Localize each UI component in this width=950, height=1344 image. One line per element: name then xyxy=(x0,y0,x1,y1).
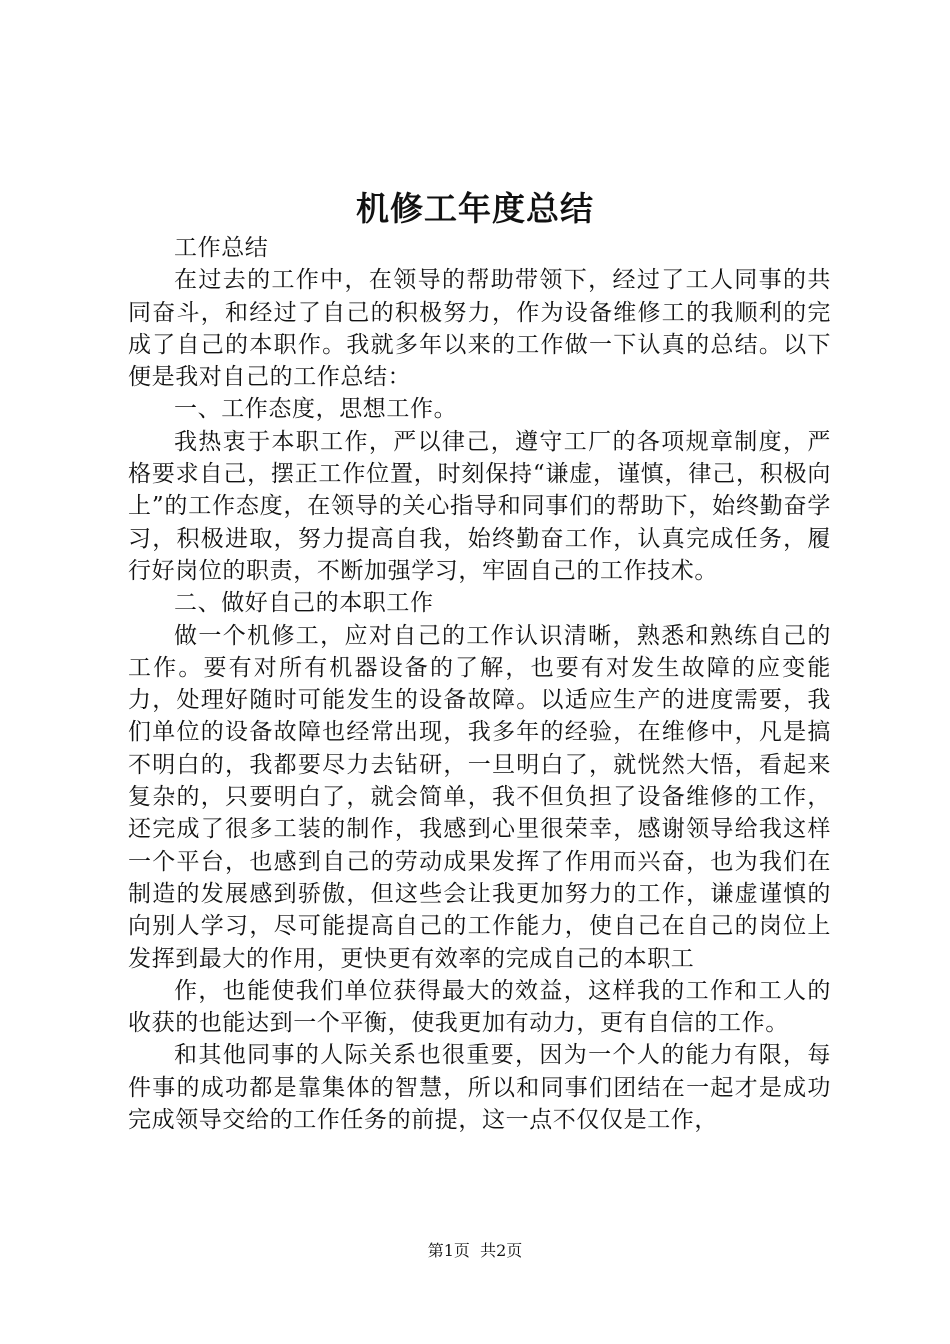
page-number: 第1页 xyxy=(427,1241,470,1260)
section-heading-summary: 工作总结 xyxy=(174,235,269,261)
section-heading-duty: 二、做好自己的本职工作 xyxy=(174,590,434,617)
body-paragraph: 我热衷于本职工作，严以律己，遵守工厂的各项规章制度，严格要求自己，摆正工作位置，时刻保持“谦虚，谨慎，律己，积极向上”的工作态度，在领导的关心指导和同事们的帮助下，始终勤奋学习，积极进取，努力提高自我，始终勤奋工作，认真完成任务，履行好岗位的职责，不断加强学习，牢固自己的工作技术。 xyxy=(128,428,831,584)
section-heading-attitude: 一、工作态度，思想工作。 xyxy=(174,396,458,423)
document-title: 机修工年度总结 xyxy=(356,189,594,228)
body-paragraph: 做一个机修工，应对自己的工作认识清晰，熟悉和熟练自己的工作。要有对所有机器设备的了解，也要有对发生故障的应变能力，处理好随时可能发生的设备故障。以适应生产的进度需要，我们单位的设备故障也经常出现，我多年的经验，在维修中，凡是搞不明白的，我都要尽力去钻研，一旦明白了，就恍然大悟，看起来复杂的，只要明白了，就会简单，我不但负担了设备维修的工作，还完成了很多工装的制作，我感到心里很荣幸，感谢领导给我这样一个平台，也感到自己的劳动成果发挥了作用而兴奋，也为我们在制造的发展感到骄傲，但这些会让我更加努力的工作，谦虚谨慎的向别人学习，尽可能提高自己的工作能力，使自己在自己的岗位上发挥到最大的作用，更快更有效率的完成自己的本职工 xyxy=(128,622,831,972)
document-body xyxy=(128,232,831,1136)
body-paragraph: 作，也能使我们单位获得最大的效益，这样我的工作和工人的收获的也能达到一个平衡，使我更加有动力，更有自信的工作。 xyxy=(128,977,831,1037)
page-footer xyxy=(0,1239,950,1263)
page-total: 共2页 xyxy=(480,1241,523,1260)
body-paragraph: 在过去的工作中，在领导的帮助带领下，经过了工人同事的共同奋斗，和经过了自己的积极努力，作为设备维修工的我顺利的完成了自己的本职作。我就多年以来的工作做一下认真的总结。以下便是我对自己的工作总结： xyxy=(128,267,831,391)
body-paragraph: 和其他同事的人际关系也很重要，因为一个人的能力有限，每件事的成功都是靠集体的智慧，所以和同事们团结在一起才是成功完成领导交给的工作任务的前提，这一点不仅仅是工作， xyxy=(128,1042,831,1134)
